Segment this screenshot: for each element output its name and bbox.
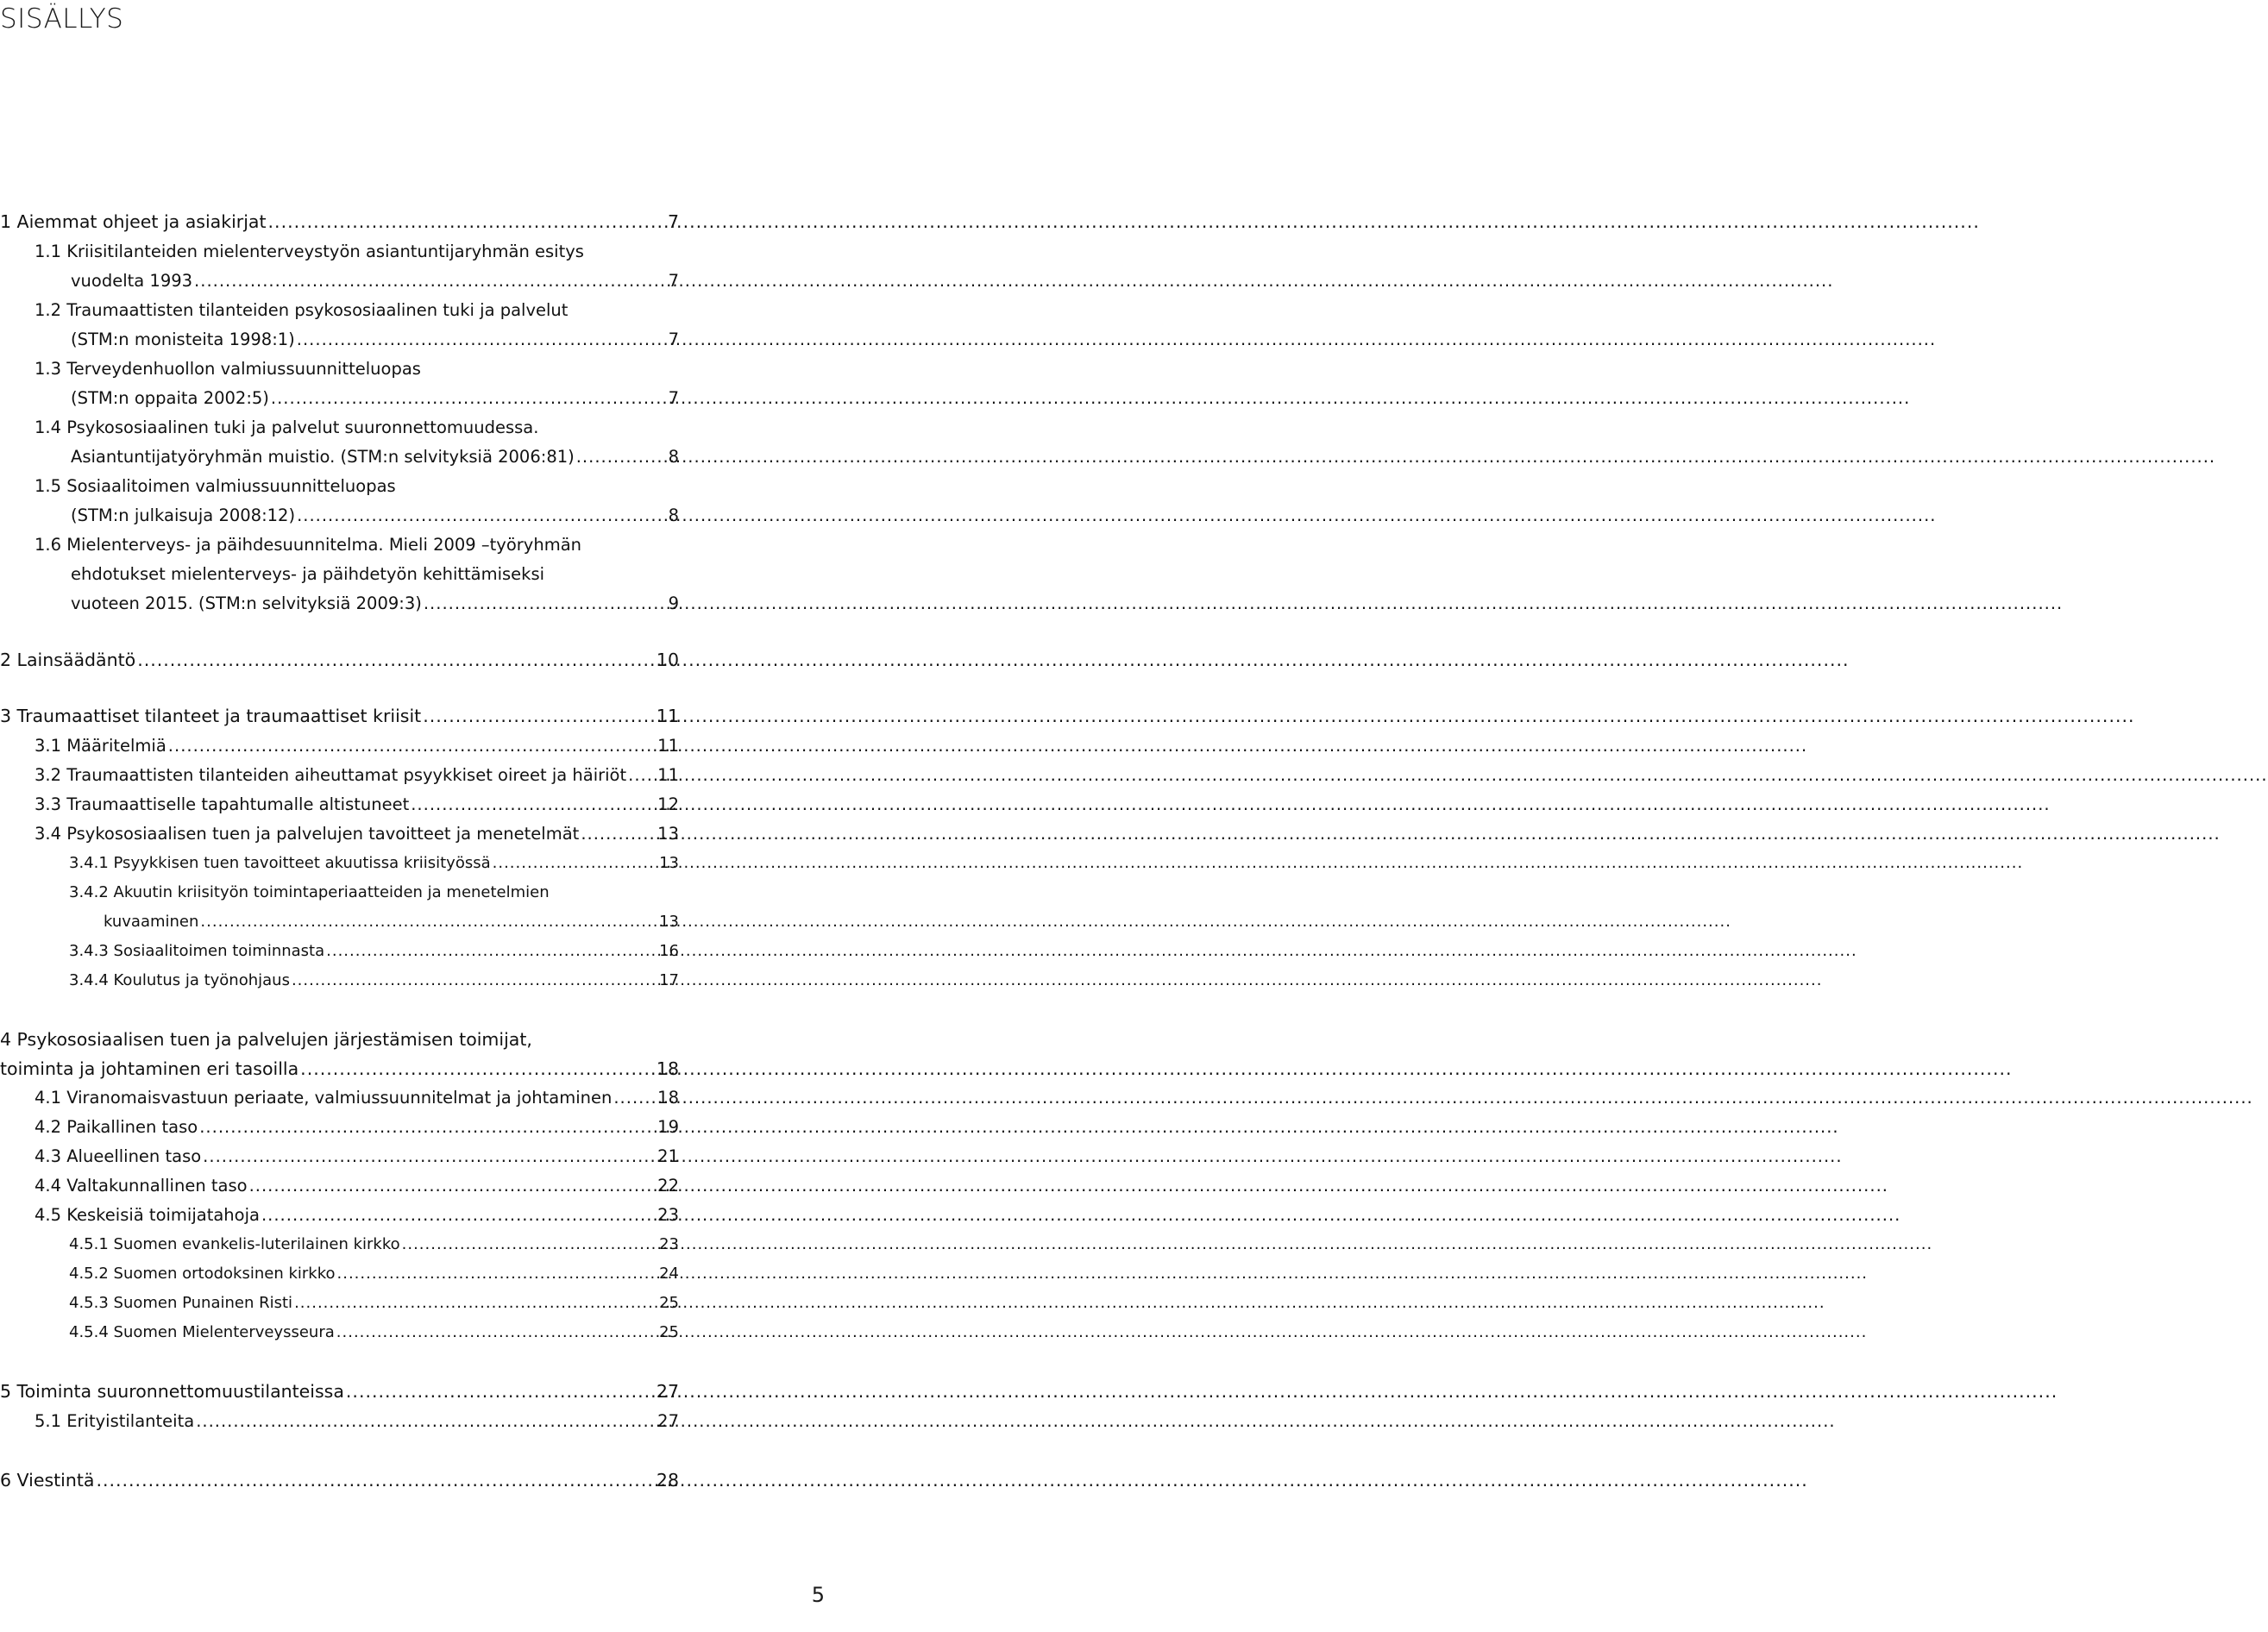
- toc-page-number: 7: [668, 330, 679, 349]
- toc-entry-text: 3.3 Traumaattiselle tapahtumalle altistuneet: [35, 794, 410, 814]
- toc-page-number: 11: [657, 765, 679, 785]
- toc-entry[interactable]: [35, 731, 679, 761]
- dot-leader: [581, 819, 656, 849]
- dot-leader: [137, 645, 655, 675]
- toc-page-number: 25: [659, 1294, 679, 1312]
- toc-entry-text: 1 Aiemmat ohjeet ja asiakirjat: [0, 211, 267, 232]
- toc-page-number: 7: [668, 388, 679, 408]
- toc-page-number: 13: [659, 854, 679, 872]
- toc-page-number: 17: [659, 971, 679, 989]
- dot-leader: [249, 1171, 657, 1201]
- dot-leader: [424, 589, 667, 618]
- dot-leader: [96, 1466, 654, 1495]
- dot-leader: [493, 849, 657, 878]
- toc-page-number: 11: [657, 736, 679, 756]
- toc-entry[interactable]: [35, 413, 679, 472]
- toc-entry-text: (STM:n monisteita 1998:1): [71, 330, 295, 349]
- toc-entry-text: 1.1 Kriisitilanteiden mielenterveystyön asiantuntijaryhmän esitys: [35, 242, 584, 261]
- toc-entry[interactable]: [35, 237, 679, 296]
- toc-entry[interactable]: [35, 296, 679, 355]
- toc-entry-text: 4.5.3 Suomen Punainen Risti: [69, 1294, 293, 1312]
- toc-entry-text: 3.2 Traumaattisten tilanteiden aiheuttamat psyykkiset oireet ja häiriöt: [35, 765, 627, 785]
- toc-entry[interactable]: [0, 207, 679, 236]
- dot-leader: [300, 1054, 655, 1083]
- dot-leader: [576, 443, 667, 472]
- toc-entry-text: 4.3 Alueellinen taso: [35, 1146, 202, 1166]
- toc-entry-text: kuvaaminen: [104, 913, 199, 931]
- toc-page-number: 10: [656, 650, 679, 670]
- dot-leader: [297, 501, 667, 530]
- toc-entry-text: ehdotukset mielenterveys- ja päihdetyön kehittämiseksi: [71, 564, 545, 584]
- toc-page-number: 8: [668, 447, 679, 467]
- toc-page-number: 16: [659, 942, 679, 960]
- toc-page-number: 27: [656, 1381, 679, 1402]
- toc-entry[interactable]: [35, 1113, 679, 1142]
- toc-page-number: 8: [668, 505, 679, 525]
- toc-entry[interactable]: [69, 849, 679, 878]
- dot-leader: [346, 1377, 655, 1406]
- toc-entry-text: 2 Lainsäädäntö: [0, 650, 136, 670]
- toc-entry[interactable]: [35, 530, 679, 618]
- toc-entry[interactable]: [0, 1025, 679, 1083]
- toc-page-number: 27: [657, 1411, 679, 1431]
- toc-entry[interactable]: [69, 966, 679, 995]
- toc-entry-text: 4.4 Valtakunnallinen taso: [35, 1176, 248, 1196]
- toc-entry-text: 3.4.2 Akuutin kriisityön toimintaperiaatteiden ja menetelmien: [69, 883, 550, 901]
- toc-page-number: 18: [657, 1088, 679, 1108]
- dot-leader: [196, 1407, 656, 1436]
- toc-entry[interactable]: [69, 937, 679, 966]
- page-number: 5: [811, 1583, 825, 1607]
- toc-page-number: 13: [659, 913, 679, 931]
- dot-leader: [271, 384, 667, 413]
- dot-leader: [168, 731, 656, 761]
- toc-entry[interactable]: [35, 472, 679, 530]
- dot-leader: [292, 966, 657, 995]
- dot-leader: [411, 790, 656, 819]
- toc-entry[interactable]: [0, 1377, 679, 1406]
- toc-page-number: 23: [657, 1205, 679, 1225]
- toc-entry-text: (STM:n julkaisuja 2008:12): [71, 505, 296, 525]
- dot-leader: [402, 1230, 657, 1259]
- toc-entry[interactable]: [0, 1466, 679, 1495]
- toc-entry-text: 1.5 Sosiaalitoimen valmiussuunnitteluopas: [35, 476, 396, 496]
- dot-leader: [261, 1201, 656, 1230]
- toc-entry-text: 3.1 Määritelmiä: [35, 736, 166, 756]
- dot-leader: [200, 907, 657, 937]
- toc-entry[interactable]: [69, 878, 679, 937]
- toc-page-number: 11: [656, 706, 679, 726]
- toc-page-number: 18: [656, 1058, 679, 1079]
- toc-entry[interactable]: [35, 355, 679, 413]
- toc-page-number: 13: [657, 824, 679, 844]
- toc-entry-text: 4 Psykososiaalisen tuen ja palvelujen järjestämisen toimijat,: [0, 1029, 532, 1050]
- dot-leader: [194, 267, 667, 296]
- toc-entry[interactable]: [35, 1083, 679, 1113]
- toc-entry-text: 1.4 Psykososiaalinen tuki ja palvelut suuronnettomuudessa.: [35, 417, 539, 437]
- toc-entry-text: 3 Traumaattiset tilanteet ja traumaattiset kriisit: [0, 706, 422, 726]
- toc-entry[interactable]: [69, 1289, 679, 1318]
- toc-entry[interactable]: [0, 701, 679, 731]
- toc-page-number: 12: [657, 794, 679, 814]
- toc-entry-text: Asiantuntijatyöryhmän muistio. (STM:n selvityksiä 2006:81): [71, 447, 575, 467]
- toc-entry-text: vuodelta 1993: [71, 271, 193, 291]
- dot-leader: [336, 1318, 657, 1347]
- toc-entry-text: 4.5.1 Suomen evankelis-luterilainen kirkko: [69, 1235, 400, 1253]
- toc-page-number: 22: [657, 1176, 679, 1196]
- toc-entry[interactable]: [35, 1201, 679, 1230]
- toc-entry-text: 4.2 Paikallinen taso: [35, 1117, 198, 1137]
- toc-entry[interactable]: [35, 1171, 679, 1201]
- dot-leader: [326, 937, 657, 966]
- toc-page-number: 24: [659, 1265, 679, 1283]
- dot-leader: [423, 701, 655, 731]
- toc-entry[interactable]: [69, 1230, 679, 1259]
- toc-entry[interactable]: [35, 819, 679, 849]
- toc-page-number: 23: [659, 1235, 679, 1253]
- toc-entry[interactable]: [69, 1318, 679, 1347]
- dot-leader: [613, 1083, 656, 1113]
- toc-entry-text: 3.4.4 Koulutus ja työnohjaus: [69, 971, 290, 989]
- toc-entry-text: 4.5 Keskeisiä toimijatahoja: [35, 1205, 260, 1225]
- toc-entry-text: 5 Toiminta suuronnettomuustilanteissa: [0, 1381, 344, 1402]
- dot-leader: [199, 1113, 656, 1142]
- page-title: SISÄLLYS: [0, 3, 124, 35]
- toc-entry-text: 3.4.1 Psyykkisen tuen tavoitteet akuutissa kriisityössä: [69, 854, 491, 872]
- toc-page-number: 21: [657, 1146, 679, 1166]
- toc-entry-text: 3.4 Psykososiaalisen tuen ja palvelujen tavoitteet ja menetelmät: [35, 824, 580, 844]
- toc-entry[interactable]: [35, 761, 679, 790]
- toc-entry[interactable]: [35, 1407, 679, 1436]
- dot-leader: [628, 761, 656, 790]
- toc-entry[interactable]: [35, 790, 679, 819]
- toc-entry-text: 1.3 Terveydenhuollon valmiussuunnitteluopas: [35, 359, 421, 379]
- toc-page-number: 9: [668, 593, 679, 613]
- dot-leader: [268, 207, 666, 236]
- toc-entry-text: 5.1 Erityistilanteita: [35, 1411, 195, 1431]
- toc-entry-text: 4.5.2 Suomen ortodoksinen kirkko: [69, 1265, 336, 1283]
- toc-entry-text: 4.5.4 Suomen Mielenterveysseura: [69, 1323, 335, 1341]
- toc-entry-text: 4.1 Viranomaisvastuun periaate, valmiussuunnitelmat ja johtaminen: [35, 1088, 613, 1108]
- toc-entry-text: 1.2 Traumaattisten tilanteiden psykososiaalinen tuki ja palvelut: [35, 300, 569, 320]
- toc-page-number: 28: [656, 1470, 679, 1491]
- dot-leader: [203, 1142, 656, 1171]
- toc-entry-text: 6 Viestintä: [0, 1470, 95, 1491]
- toc-page-number: 19: [657, 1117, 679, 1137]
- toc-entry[interactable]: [0, 645, 679, 675]
- dot-leader: [297, 325, 667, 355]
- toc-entry[interactable]: [69, 1259, 679, 1289]
- toc-page-number: 25: [659, 1323, 679, 1341]
- toc-page-number: 7: [667, 211, 679, 232]
- toc-entry-text: 1.6 Mielenterveys- ja päihdesuunnitelma. Mieli 2009 –työryhmän: [35, 535, 581, 555]
- dot-leader: [337, 1259, 658, 1289]
- toc-entry-text: 3.4.3 Sosiaalitoimen toiminnasta: [69, 942, 325, 960]
- toc-entry-text: vuoteen 2015. (STM:n selvityksiä 2009:3): [71, 593, 422, 613]
- dot-leader: [294, 1289, 657, 1318]
- toc-entry-text: toiminta ja johtaminen eri tasoilla: [0, 1058, 299, 1079]
- toc-entry-text: (STM:n oppaita 2002:5): [71, 388, 269, 408]
- toc-entry[interactable]: [35, 1142, 679, 1171]
- toc-page-number: 7: [668, 271, 679, 291]
